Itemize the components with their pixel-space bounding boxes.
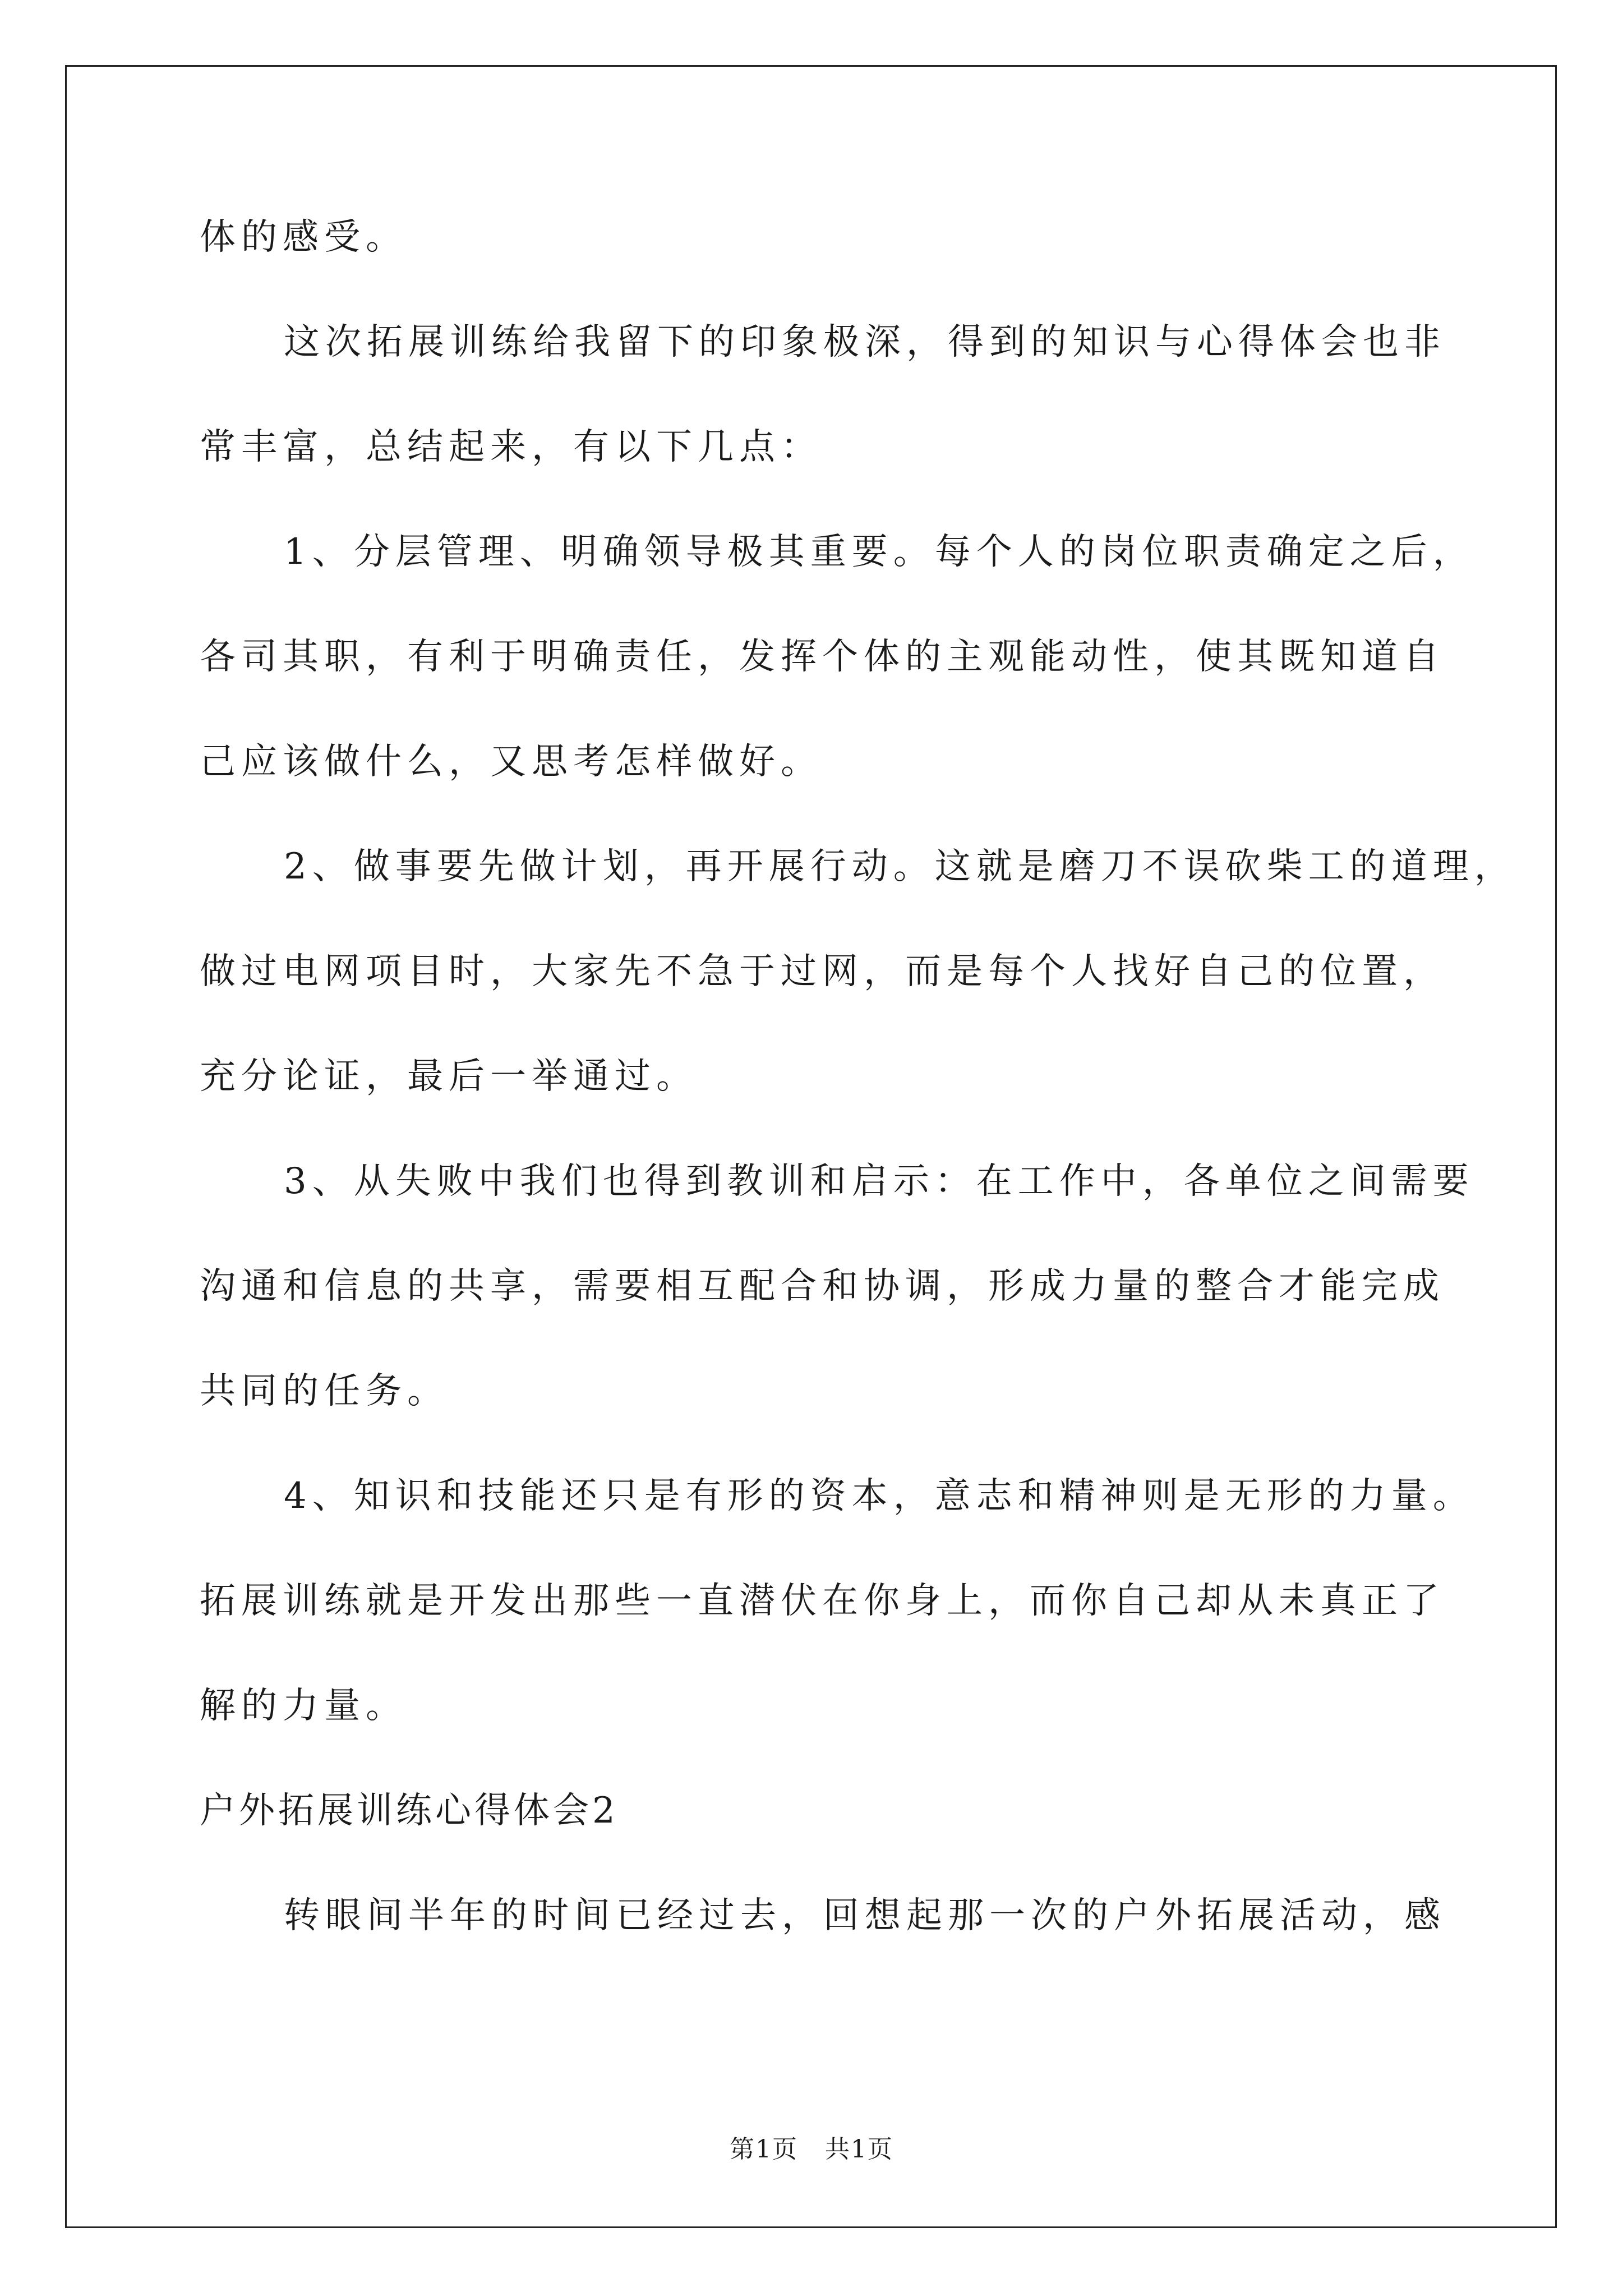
text-line: 各司其职，有利于明确责任，发挥个体的主观能动性，使其既知道自 — [200, 636, 1445, 678]
text-line: 转眼间半年的时间已经过去，回想起那一次的户外拓展活动，感 — [284, 1895, 1446, 1936]
text-line: 这次拓展训练给我留下的印象极深，得到的知识与心得体会也非 — [284, 321, 1446, 363]
document-body — [200, 185, 1516, 1968]
text-line: 沟通和信息的共享，需要相互配合和协调，形成力量的整合才能完成 — [200, 1266, 1445, 1307]
text-line: 共同的任务。 — [200, 1370, 449, 1412]
text-line: 2、做事要先做计划，再开展行动。这就是磨刀不误砍柴工的道理， — [284, 846, 1516, 887]
text-line: 常丰富，总结起来，有以下几点： — [200, 426, 822, 468]
text-line: 拓展训练就是开发出那些一直潜伏在你身上，而你自己却从未真正了 — [200, 1580, 1445, 1622]
text-line: 3、从失败中我们也得到教训和启示：在工作中，各单位之间需要 — [284, 1161, 1474, 1202]
text-line: 解的力量。 — [200, 1685, 407, 1727]
text-line: 1、分层管理、明确领导极其重要。每个人的岗位职责确定之后， — [284, 531, 1474, 573]
text-line: 做过电网项目时，大家先不急于过网，而是每个人找好自己的位置， — [200, 951, 1445, 992]
section-heading: 户外拓展训练心得体会2 — [200, 1790, 619, 1832]
page-footer: 第1页 共1页 — [730, 2135, 893, 2164]
text-line: 充分论证，最后一举通过。 — [200, 1056, 698, 1097]
text-line: 体的感受。 — [200, 217, 407, 258]
text-line: 己应该做什么，又思考怎样做好。 — [200, 741, 822, 783]
text-line: 4、知识和技能还只是有形的资本，意志和精神则是无形的力量。 — [284, 1475, 1474, 1517]
